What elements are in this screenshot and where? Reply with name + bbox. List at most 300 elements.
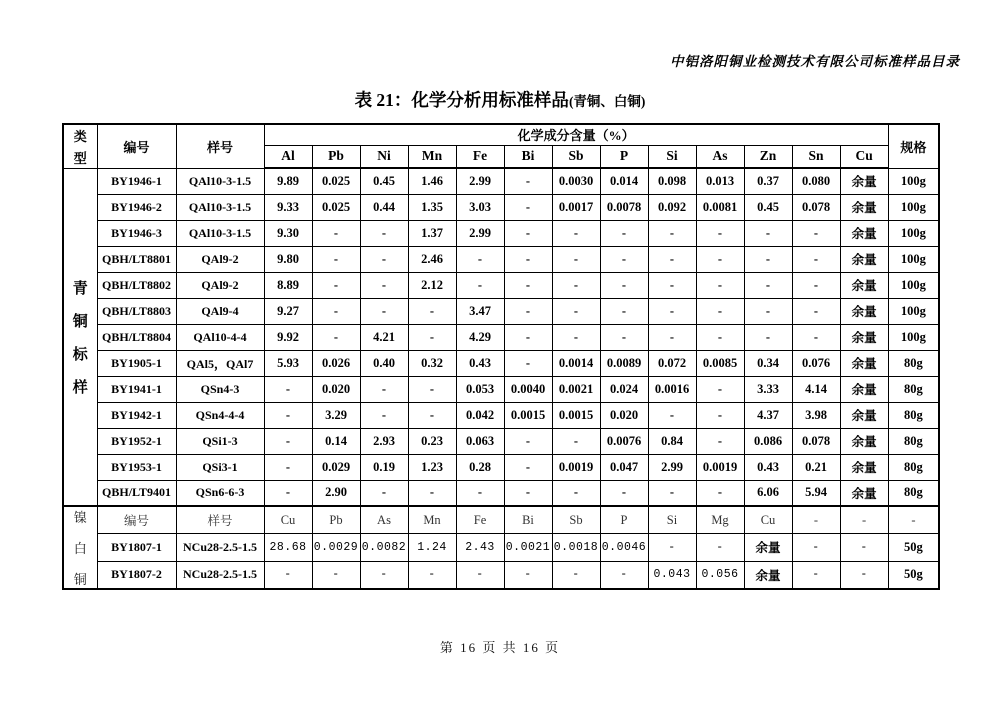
sample-cell: QAl10-3-1.5 bbox=[176, 220, 264, 246]
value-cell: 0.0015 bbox=[504, 402, 552, 428]
value-cell: - bbox=[696, 534, 744, 562]
value-cell: - bbox=[696, 402, 744, 428]
value-cell: 0.047 bbox=[600, 454, 648, 480]
spec-cell: 100g bbox=[888, 246, 939, 272]
spec-cell: 80g bbox=[888, 402, 939, 428]
nickel-sample-column-header: 样号 bbox=[176, 506, 264, 534]
value-cell: - bbox=[312, 246, 360, 272]
value-cell: - bbox=[504, 298, 552, 324]
type-column-header-label: 类 型 bbox=[73, 128, 87, 166]
sample-cell: QAl10-3-1.5 bbox=[176, 194, 264, 220]
value-cell: 1.46 bbox=[408, 168, 456, 194]
value-cell: - bbox=[744, 246, 792, 272]
value-cell: 0.44 bbox=[360, 194, 408, 220]
value-cell: 0.23 bbox=[408, 428, 456, 454]
value-cell: - bbox=[648, 246, 696, 272]
nickel-element-header: P bbox=[600, 506, 648, 534]
value-cell: - bbox=[792, 272, 840, 298]
value-cell: - bbox=[552, 272, 600, 298]
value-cell: 0.32 bbox=[408, 350, 456, 376]
table-row bbox=[63, 402, 939, 428]
value-cell: - bbox=[312, 220, 360, 246]
value-cell: 3.03 bbox=[456, 194, 504, 220]
value-cell: 0.0018 bbox=[552, 534, 600, 562]
table-row bbox=[63, 272, 939, 298]
sample-cell: QSi3-1 bbox=[176, 454, 264, 480]
nickel-element-header: Mg bbox=[696, 506, 744, 534]
value-cell: 余量 bbox=[840, 428, 888, 454]
value-cell: 3.98 bbox=[792, 402, 840, 428]
value-cell: - bbox=[552, 480, 600, 506]
value-cell: 4.29 bbox=[456, 324, 504, 350]
value-cell: - bbox=[648, 324, 696, 350]
value-cell: 0.020 bbox=[600, 402, 648, 428]
value-cell: 0.34 bbox=[744, 350, 792, 376]
value-cell: 0.020 bbox=[312, 376, 360, 402]
sample-cell: QSi1-3 bbox=[176, 428, 264, 454]
value-cell: - bbox=[600, 220, 648, 246]
value-cell: - bbox=[840, 534, 888, 562]
sample-cell: QAl9-2 bbox=[176, 246, 264, 272]
value-cell: 0.0081 bbox=[696, 194, 744, 220]
value-cell: 9.92 bbox=[264, 324, 312, 350]
value-cell: - bbox=[264, 402, 312, 428]
value-cell: 1.37 bbox=[408, 220, 456, 246]
id-cell: BY1952-1 bbox=[97, 428, 176, 454]
spec-cell: 80g bbox=[888, 376, 939, 402]
sample-cell: QSn6-6-3 bbox=[176, 480, 264, 506]
id-cell: BY1942-1 bbox=[97, 402, 176, 428]
spec-cell: 50g bbox=[888, 534, 939, 562]
value-cell: 0.21 bbox=[792, 454, 840, 480]
table-row bbox=[63, 480, 939, 506]
id-cell: QBH/LT9401 bbox=[97, 480, 176, 506]
value-cell: 0.0040 bbox=[504, 376, 552, 402]
element-header-sb: Sb bbox=[552, 145, 600, 168]
spec-cell: 80g bbox=[888, 350, 939, 376]
value-cell: - bbox=[312, 298, 360, 324]
value-cell: 2.99 bbox=[456, 220, 504, 246]
value-cell: - bbox=[456, 561, 504, 589]
sample-cell: QAl9-2 bbox=[176, 272, 264, 298]
value-cell: - bbox=[600, 298, 648, 324]
value-cell: - bbox=[264, 428, 312, 454]
value-cell: - bbox=[648, 402, 696, 428]
value-cell: - bbox=[504, 454, 552, 480]
page-title bbox=[0, 87, 1000, 112]
value-cell: 0.078 bbox=[792, 194, 840, 220]
value-cell: - bbox=[264, 480, 312, 506]
id-cell: BY1946-2 bbox=[97, 194, 176, 220]
value-cell: 0.0078 bbox=[600, 194, 648, 220]
value-cell: 4.14 bbox=[792, 376, 840, 402]
value-cell: 1.24 bbox=[408, 534, 456, 562]
value-cell: 0.0019 bbox=[696, 454, 744, 480]
nickel-element-header: - bbox=[840, 506, 888, 534]
element-header-p: P bbox=[600, 145, 648, 168]
element-header-mn: Mn bbox=[408, 145, 456, 168]
page-title-main: 表 21：化学分析用标准样品 bbox=[354, 90, 569, 110]
nickel-section-type-cell bbox=[63, 506, 97, 589]
value-cell: 0.0030 bbox=[552, 168, 600, 194]
value-cell: - bbox=[456, 480, 504, 506]
value-cell: - bbox=[744, 220, 792, 246]
value-cell: - bbox=[600, 272, 648, 298]
value-cell: - bbox=[552, 220, 600, 246]
value-cell: 0.0021 bbox=[504, 534, 552, 562]
id-cell: BY1905-1 bbox=[97, 350, 176, 376]
value-cell: 0.0015 bbox=[552, 402, 600, 428]
value-cell: - bbox=[744, 272, 792, 298]
nickel-spec-header: - bbox=[888, 506, 939, 534]
spec-cell: 50g bbox=[888, 561, 939, 589]
value-cell: 1.23 bbox=[408, 454, 456, 480]
value-cell: - bbox=[456, 272, 504, 298]
spec-cell: 100g bbox=[888, 272, 939, 298]
value-cell: - bbox=[648, 220, 696, 246]
value-cell: 2.93 bbox=[360, 428, 408, 454]
element-header-ni: Ni bbox=[360, 145, 408, 168]
value-cell: 余量 bbox=[840, 376, 888, 402]
spec-column-header: 规格 bbox=[888, 124, 939, 168]
spec-cell: 80g bbox=[888, 428, 939, 454]
value-cell: 余量 bbox=[840, 194, 888, 220]
sample-cell: QAl5，QAl7 bbox=[176, 350, 264, 376]
value-cell: 0.0017 bbox=[552, 194, 600, 220]
id-column-header: 编号 bbox=[97, 124, 176, 168]
id-cell: BY1946-3 bbox=[97, 220, 176, 246]
sample-column-header: 样号 bbox=[176, 124, 264, 168]
value-cell: - bbox=[264, 454, 312, 480]
value-cell: 0.0085 bbox=[696, 350, 744, 376]
value-cell: - bbox=[360, 402, 408, 428]
value-cell: - bbox=[696, 428, 744, 454]
value-cell: 0.098 bbox=[648, 168, 696, 194]
value-cell: 0.0089 bbox=[600, 350, 648, 376]
value-cell: 5.94 bbox=[792, 480, 840, 506]
table-row bbox=[63, 350, 939, 376]
value-cell: - bbox=[600, 480, 648, 506]
value-cell: 0.0076 bbox=[600, 428, 648, 454]
value-cell: 4.21 bbox=[360, 324, 408, 350]
value-cell: - bbox=[600, 246, 648, 272]
value-cell: 3.29 bbox=[312, 402, 360, 428]
value-cell: 0.024 bbox=[600, 376, 648, 402]
value-cell: - bbox=[696, 298, 744, 324]
nickel-element-header: Bi bbox=[504, 506, 552, 534]
value-cell: 2.90 bbox=[312, 480, 360, 506]
value-cell: 0.063 bbox=[456, 428, 504, 454]
table-row bbox=[63, 428, 939, 454]
value-cell: - bbox=[360, 220, 408, 246]
value-cell: 0.84 bbox=[648, 428, 696, 454]
bronze-type-label: 青 铜 标 样 bbox=[72, 280, 88, 396]
value-cell: - bbox=[360, 480, 408, 506]
value-cell: 0.013 bbox=[696, 168, 744, 194]
table-row bbox=[63, 246, 939, 272]
value-cell: - bbox=[360, 298, 408, 324]
nickel-id-column-header: 编号 bbox=[97, 506, 176, 534]
spec-cell: 80g bbox=[888, 480, 939, 506]
value-cell: - bbox=[792, 324, 840, 350]
value-cell: 余量 bbox=[744, 534, 792, 562]
id-cell: QBH/LT8802 bbox=[97, 272, 176, 298]
value-cell: 余量 bbox=[840, 350, 888, 376]
value-cell: 0.025 bbox=[312, 168, 360, 194]
value-cell: 余量 bbox=[840, 220, 888, 246]
value-cell: 2.43 bbox=[456, 534, 504, 562]
table-row bbox=[63, 168, 939, 194]
value-cell: 2.12 bbox=[408, 272, 456, 298]
value-cell: - bbox=[696, 220, 744, 246]
value-cell: - bbox=[648, 480, 696, 506]
table-row bbox=[63, 454, 939, 480]
type-column-header bbox=[63, 124, 97, 168]
value-cell: 0.0014 bbox=[552, 350, 600, 376]
element-header-al: Al bbox=[264, 145, 312, 168]
table-row bbox=[63, 561, 939, 589]
value-cell: 余量 bbox=[840, 480, 888, 506]
spec-cell: 100g bbox=[888, 298, 939, 324]
bronze-section-type-cell bbox=[63, 168, 97, 506]
value-cell: 9.33 bbox=[264, 194, 312, 220]
value-cell: 2.46 bbox=[408, 246, 456, 272]
value-cell: 0.45 bbox=[360, 168, 408, 194]
element-header-pb: Pb bbox=[312, 145, 360, 168]
value-cell: 8.89 bbox=[264, 272, 312, 298]
value-cell: 0.053 bbox=[456, 376, 504, 402]
value-cell: 0.43 bbox=[744, 454, 792, 480]
value-cell: 0.37 bbox=[744, 168, 792, 194]
nickel-element-header: Pb bbox=[312, 506, 360, 534]
value-cell: 1.35 bbox=[408, 194, 456, 220]
spec-cell: 100g bbox=[888, 324, 939, 350]
value-cell: 0.28 bbox=[456, 454, 504, 480]
id-cell: BY1953-1 bbox=[97, 454, 176, 480]
value-cell: 9.80 bbox=[264, 246, 312, 272]
page-title-suffix: (青铜、白铜) bbox=[568, 94, 646, 109]
value-cell: - bbox=[792, 561, 840, 589]
id-cell: QBH/LT8801 bbox=[97, 246, 176, 272]
value-cell: - bbox=[696, 324, 744, 350]
value-cell: - bbox=[408, 402, 456, 428]
value-cell: - bbox=[264, 561, 312, 589]
element-header-as: As bbox=[696, 145, 744, 168]
value-cell: 4.37 bbox=[744, 402, 792, 428]
value-cell: 0.0029 bbox=[312, 534, 360, 562]
value-cell: - bbox=[648, 534, 696, 562]
value-cell: 余量 bbox=[840, 246, 888, 272]
element-header-fe: Fe bbox=[456, 145, 504, 168]
value-cell: 0.080 bbox=[792, 168, 840, 194]
table-row bbox=[63, 194, 939, 220]
nickel-element-header: Mn bbox=[408, 506, 456, 534]
spec-cell: 100g bbox=[888, 220, 939, 246]
value-cell: - bbox=[792, 246, 840, 272]
table-row bbox=[63, 324, 939, 350]
value-cell: - bbox=[696, 480, 744, 506]
value-cell: 余量 bbox=[840, 402, 888, 428]
table-header-row-1 bbox=[63, 124, 939, 145]
value-cell: 3.33 bbox=[744, 376, 792, 402]
value-cell: 余量 bbox=[840, 168, 888, 194]
value-cell: 0.026 bbox=[312, 350, 360, 376]
value-cell: - bbox=[840, 561, 888, 589]
value-cell: - bbox=[264, 376, 312, 402]
table-row bbox=[63, 376, 939, 402]
value-cell: - bbox=[552, 428, 600, 454]
id-cell: BY1941-1 bbox=[97, 376, 176, 402]
value-cell: 余量 bbox=[840, 454, 888, 480]
value-cell: - bbox=[408, 561, 456, 589]
value-cell: 0.025 bbox=[312, 194, 360, 220]
value-cell: 0.0019 bbox=[552, 454, 600, 480]
value-cell: 0.0021 bbox=[552, 376, 600, 402]
nickel-type-label: 镍 白 铜 bbox=[73, 510, 87, 587]
value-cell: - bbox=[312, 324, 360, 350]
value-cell: 2.99 bbox=[456, 168, 504, 194]
nickel-element-header: As bbox=[360, 506, 408, 534]
sample-cell: NCu28-2.5-1.5 bbox=[176, 534, 264, 562]
value-cell: - bbox=[504, 480, 552, 506]
value-cell: - bbox=[504, 561, 552, 589]
value-cell: 3.47 bbox=[456, 298, 504, 324]
value-cell: - bbox=[648, 298, 696, 324]
value-cell: 0.19 bbox=[360, 454, 408, 480]
value-cell: 0.14 bbox=[312, 428, 360, 454]
id-cell: BY1807-1 bbox=[97, 534, 176, 562]
value-cell: - bbox=[312, 272, 360, 298]
value-cell: - bbox=[408, 480, 456, 506]
value-cell: 6.06 bbox=[744, 480, 792, 506]
value-cell: - bbox=[408, 376, 456, 402]
value-cell: - bbox=[792, 298, 840, 324]
value-cell: 9.30 bbox=[264, 220, 312, 246]
table-row bbox=[63, 298, 939, 324]
value-cell: - bbox=[360, 561, 408, 589]
value-cell: 余量 bbox=[744, 561, 792, 589]
value-cell: - bbox=[744, 298, 792, 324]
value-cell: 0.043 bbox=[648, 561, 696, 589]
value-cell: - bbox=[744, 324, 792, 350]
value-cell: - bbox=[360, 272, 408, 298]
value-cell: - bbox=[552, 298, 600, 324]
value-cell: - bbox=[504, 220, 552, 246]
value-cell: 0.078 bbox=[792, 428, 840, 454]
nickel-element-header: Cu bbox=[744, 506, 792, 534]
id-cell: QBH/LT8803 bbox=[97, 298, 176, 324]
value-cell: 2.99 bbox=[648, 454, 696, 480]
value-cell: - bbox=[360, 376, 408, 402]
nickel-element-header: Si bbox=[648, 506, 696, 534]
element-header-sn: Sn bbox=[792, 145, 840, 168]
value-cell: 0.40 bbox=[360, 350, 408, 376]
nickel-element-header: Sb bbox=[552, 506, 600, 534]
nickel-header-row bbox=[63, 506, 939, 534]
value-cell: - bbox=[552, 246, 600, 272]
nickel-element-header: Fe bbox=[456, 506, 504, 534]
value-cell: 余量 bbox=[840, 324, 888, 350]
value-cell: 9.27 bbox=[264, 298, 312, 324]
sample-cell: QAl10-3-1.5 bbox=[176, 168, 264, 194]
value-cell: - bbox=[504, 428, 552, 454]
value-cell: - bbox=[504, 168, 552, 194]
value-cell: - bbox=[312, 561, 360, 589]
value-cell: - bbox=[552, 561, 600, 589]
value-cell: - bbox=[600, 561, 648, 589]
value-cell: - bbox=[408, 298, 456, 324]
sample-cell: QAl10-4-4 bbox=[176, 324, 264, 350]
value-cell: - bbox=[504, 350, 552, 376]
value-cell: 5.93 bbox=[264, 350, 312, 376]
page-footer: 第 16 页 共 16 页 bbox=[439, 640, 561, 655]
value-cell: 0.092 bbox=[648, 194, 696, 220]
value-cell: 0.072 bbox=[648, 350, 696, 376]
value-cell: - bbox=[504, 246, 552, 272]
sample-cell: NCu28-2.5-1.5 bbox=[176, 561, 264, 589]
composition-header: 化学成分含量（%） bbox=[264, 124, 888, 145]
element-header-bi: Bi bbox=[504, 145, 552, 168]
value-cell: 0.029 bbox=[312, 454, 360, 480]
value-cell: 0.0016 bbox=[648, 376, 696, 402]
value-cell: 0.042 bbox=[456, 402, 504, 428]
spec-cell: 100g bbox=[888, 168, 939, 194]
nickel-element-header: Cu bbox=[264, 506, 312, 534]
value-cell: - bbox=[504, 324, 552, 350]
table-row bbox=[63, 220, 939, 246]
table-row bbox=[63, 534, 939, 562]
value-cell: - bbox=[696, 272, 744, 298]
element-header-zn: Zn bbox=[744, 145, 792, 168]
value-cell: 0.076 bbox=[792, 350, 840, 376]
value-cell: 9.89 bbox=[264, 168, 312, 194]
value-cell: - bbox=[360, 246, 408, 272]
value-cell: - bbox=[696, 376, 744, 402]
element-header-si: Si bbox=[648, 145, 696, 168]
sample-cell: QSn4-3 bbox=[176, 376, 264, 402]
sample-cell: QAl9-4 bbox=[176, 298, 264, 324]
value-cell: 余量 bbox=[840, 298, 888, 324]
spec-cell: 80g bbox=[888, 454, 939, 480]
value-cell: - bbox=[648, 272, 696, 298]
value-cell: - bbox=[552, 324, 600, 350]
value-cell: 余量 bbox=[840, 272, 888, 298]
value-cell: - bbox=[504, 272, 552, 298]
value-cell: 0.43 bbox=[456, 350, 504, 376]
standards-table bbox=[62, 123, 940, 590]
value-cell: - bbox=[792, 220, 840, 246]
value-cell: 0.086 bbox=[744, 428, 792, 454]
id-cell: QBH/LT8804 bbox=[97, 324, 176, 350]
value-cell: 0.45 bbox=[744, 194, 792, 220]
value-cell: - bbox=[696, 246, 744, 272]
value-cell: - bbox=[504, 194, 552, 220]
value-cell: 0.056 bbox=[696, 561, 744, 589]
value-cell: 0.0046 bbox=[600, 534, 648, 562]
value-cell: - bbox=[792, 534, 840, 562]
document-header: 中铝洛阳铜业检测技术有限公司标准样品目录 bbox=[670, 54, 960, 69]
value-cell: 28.68 bbox=[264, 534, 312, 562]
value-cell: - bbox=[456, 246, 504, 272]
element-header-cu: Cu bbox=[840, 145, 888, 168]
id-cell: BY1946-1 bbox=[97, 168, 176, 194]
value-cell: 0.014 bbox=[600, 168, 648, 194]
spec-cell: 100g bbox=[888, 194, 939, 220]
value-cell: - bbox=[600, 324, 648, 350]
value-cell: - bbox=[408, 324, 456, 350]
id-cell: BY1807-2 bbox=[97, 561, 176, 589]
sample-cell: QSn4-4-4 bbox=[176, 402, 264, 428]
